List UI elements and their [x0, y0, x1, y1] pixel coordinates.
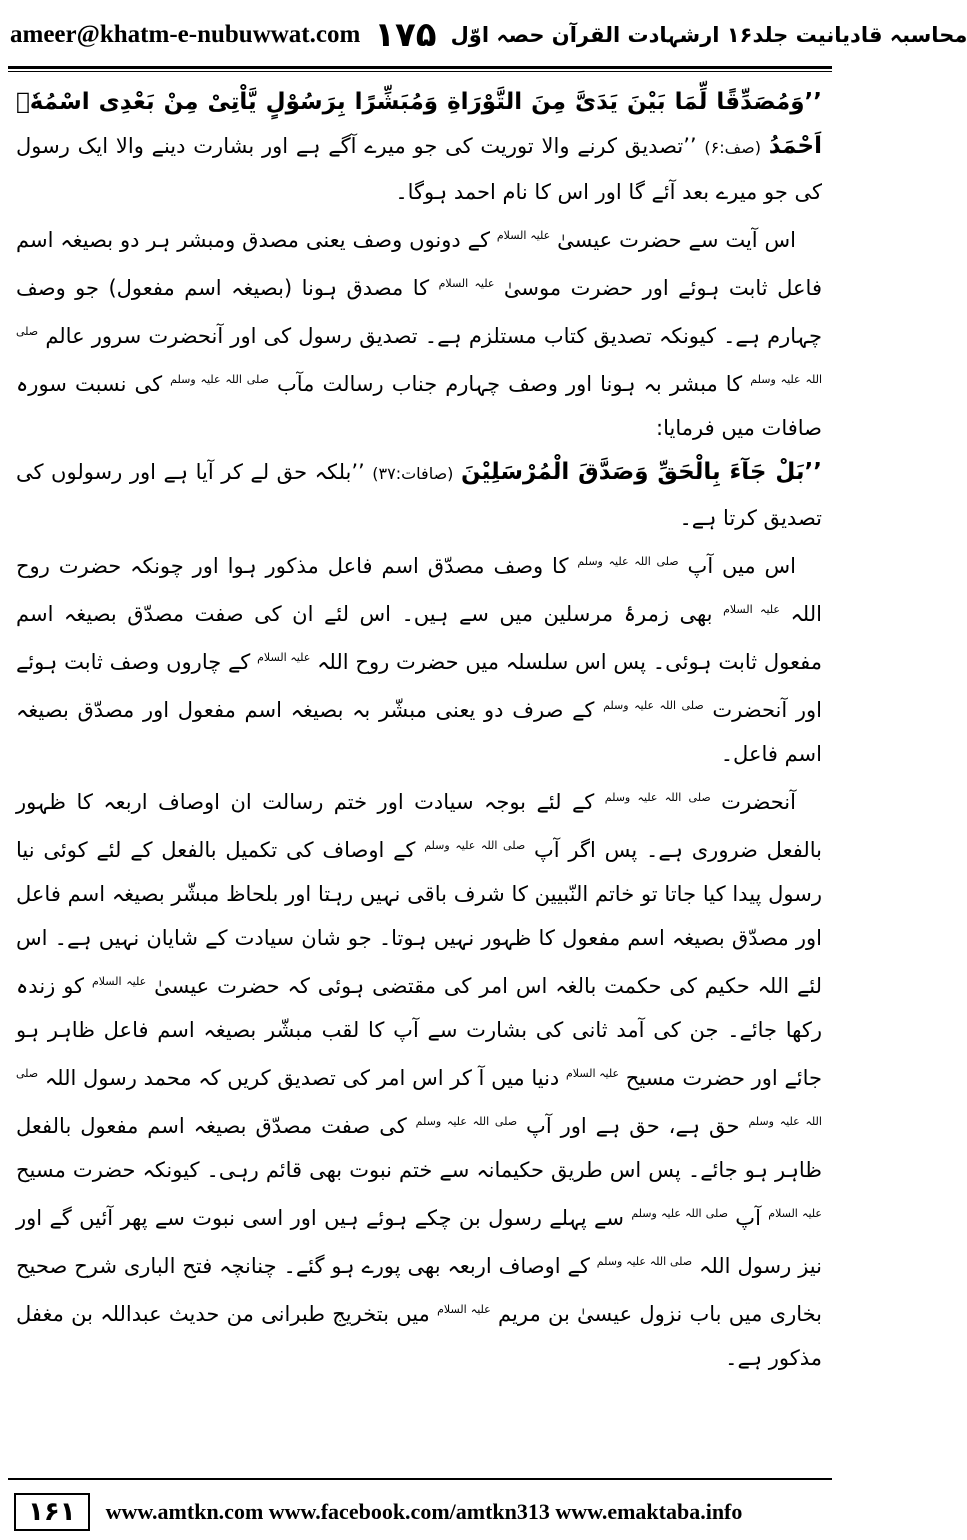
text-run: کا وصف مصدّق اسم فاعل مذکور ہوا اور چونکہ حضرت روح اللہ: [16, 554, 822, 626]
text-run: کے دونوں وصف یعنی مصدق ومبشر ہر دو بصیغہ اسم فاعل ثابت ہوئے اور حضرت موسیٰ: [16, 228, 822, 300]
verse-reference: (صافات:۳۷): [372, 464, 454, 483]
header-rule: [8, 66, 832, 69]
footer-links: www.amtkn.com www.facebook.com/amtkn313 www.emaktaba.info: [105, 1499, 743, 1524]
honorific-saw: صلی اللہ علیہ وسلم: [577, 555, 679, 568]
honorific-saw: صلی اللہ علیہ وسلم: [170, 373, 269, 386]
header-email: ameer@khatm-e-nubuwwat.com: [10, 21, 361, 48]
footer-rule: [8, 1478, 832, 1480]
page-header: [0, 0, 967, 62]
footer-folio-number: ۱۶۱: [14, 1493, 90, 1531]
honorific-saw: صلی اللہ علیہ وسلم: [415, 1115, 518, 1128]
text-run: اس میں آپ: [687, 554, 796, 578]
text-run: آنحضرت: [721, 790, 796, 814]
paragraph-2: [16, 214, 822, 450]
text-run: کے لئے بوجہ سیادت اور ختم رسالت ان اوصاف اربعہ کا ظہور بالفعل ضروری ہے۔ پس اگر آپ: [16, 790, 822, 862]
text-run: میں بتخریج طبرانی من حدیث عبداللہ بن مغفل مذکور ہے۔: [16, 1302, 822, 1370]
text-run: اس آیت سے حضرت عیسیٰ: [557, 228, 796, 252]
paragraph-4: [16, 540, 822, 776]
text-run: کے اوصاف کی تکمیل بالفعل کے لئے کوئی نیا رسول پیدا کیا جاتا تو خاتم النّبیین کا شرف باقی نہیں رہتا اور بلحاظ مبشّر بصیغہ اسم فاعل اور مصدّق بصیغہ اسم مفعول کا ظہور نہیں ہوتا۔ جو شان سیادت کے شایان نہیں ہے۔ اس لئے اللہ حکیم کی حکمت بالغہ اس امر کی مقتضی ہوئی کہ حضرت عیسیٰ: [16, 838, 822, 998]
text-run: سے پہلے رسول بن چکے ہوئے ہیں اور اسی نبوت سے پھر آئیں گے اور نیز رسول اللہ: [16, 1206, 822, 1278]
honorific-as: علیہ السلام: [257, 651, 311, 664]
page-body: [16, 80, 822, 1460]
honorific-saw: صلی اللہ علیہ وسلم: [604, 791, 711, 804]
text-run: کے صرف دو یعنی مبشّر بہ بصیغہ اسم مفعول اور مصدّق بصیغہ اسم فاعل۔: [16, 698, 822, 766]
text-run: کا مبشر بہ ہونا اور وصف چہارم جناب رسالت مآب: [277, 372, 743, 396]
paragraph-3: [16, 450, 822, 540]
quran-verse-saffat: ’’بَلْ جَآءَ بِالْحَقِّ وَصَدَّقَ الْمُرْسَلِیْنَ: [460, 459, 822, 485]
text-run: کے اوصاف اربعہ بھی پورے ہو گئے۔ چنانچہ فتح الباری شرح صحیح بخاری میں باب نزول عیسیٰ بن مریم: [16, 1254, 823, 1326]
text-run: دنیا میں آ کر اس امر کی تصدیق کریں کہ محمد رسول اللہ: [44, 1066, 560, 1090]
honorific-saw: صلی اللہ علیہ وسلم: [596, 1255, 693, 1268]
header-book-title: محاسبہ قادیانیت جلد۱۶ ارشہادت القرآن حصہ اوّل: [450, 23, 967, 47]
header-rule-thin: [8, 71, 832, 72]
honorific-as: علیہ السلام: [437, 1303, 491, 1316]
verse-translation: ’’بلکہ حق لے کر آیا ہے اور رسولوں کی تصدیق کرتا ہے۔: [16, 460, 822, 530]
honorific-as: علیہ السلام: [566, 1067, 620, 1080]
honorific-as: علیہ السلام: [768, 1207, 822, 1220]
honorific-saw: صلی اللہ علیہ وسلم: [424, 839, 526, 852]
honorific-saw: صلی اللہ علیہ وسلم: [16, 325, 822, 386]
text-run: کی نسبت سورہ صافات میں فرمایا:: [16, 372, 822, 440]
paragraph-1: [16, 80, 822, 214]
verse-translation: ’’تصدیق کرنے والا توریت کی جو میرے آگے ہے اور بشارت دینے والا ایک رسول کی جو میرے بعد آئے گا اور اس کا نام احمد ہوگا۔: [16, 134, 822, 204]
honorific-saw: صلی اللہ علیہ وسلم: [603, 699, 704, 712]
text-run: کے چاروں وصف ثابت ہوئے اور آنحضرت: [16, 650, 822, 722]
quran-verse-saff: ’’وَمُصَدِّقًا لِّمَا بَیْنَ یَدَیَّ مِنَ التَّوْرَاةِ وَمُبَشِّرًا بِرَسُوْلٍ یَّاْتِیْ مِنْ بَعْدِی اسْمُهٗۤ اَحْمَدُ: [16, 89, 822, 159]
honorific-saw: صلی اللہ علیہ وسلم: [16, 1067, 822, 1128]
honorific-as: علیہ السلام: [91, 975, 147, 988]
header-page-number: ۱۷۵: [374, 15, 437, 55]
page-footer: [0, 1484, 840, 1540]
text-run: کو زندہ رکھا جائے۔ جن کی آمد ثانی کی بشارت سے آپ کا لقب مبشّر بصیغہ اسم فاعل ظاہر ہو جائے اور حضرت مسیح: [16, 974, 822, 1090]
paragraph-5: [16, 776, 822, 1380]
text-run: حق ہے، حق ہے اور آپ: [526, 1114, 740, 1138]
honorific-as: علیہ السلام: [496, 229, 551, 242]
text-run: آپ: [735, 1206, 761, 1230]
verse-reference: (صف:۶): [704, 138, 761, 157]
text-run: بھی زمرۂ مرسلین میں سے ہیں۔ اس لئے ان کی صفت مصدّق بصیغہ اسم مفعول ثابت ہوئی۔ پس اس سلسلہ میں حضرت روح اللہ: [16, 602, 823, 674]
honorific-saw: صلی اللہ علیہ وسلم: [631, 1207, 728, 1220]
text-run: کی صفت مصدّق بصیغہ اسم مفعول بالفعل ظاہر ہو جائے۔ پس اس طریق حکیمانہ سے ختم نبوت بھی قائم رہی۔ کیونکہ حضرت مسیح: [16, 1114, 822, 1182]
honorific-as: علیہ السلام: [723, 603, 780, 616]
honorific-as: علیہ السلام: [438, 277, 495, 290]
text-run: کا مصدق ہونا (بصیغہ اسم مفعول) جو وصف چہارم ہے۔ کیونکہ تصدیق کتاب مستلزم ہے۔ تصدیق رسول کی اور آنحضرت سرور عالم: [16, 276, 822, 348]
